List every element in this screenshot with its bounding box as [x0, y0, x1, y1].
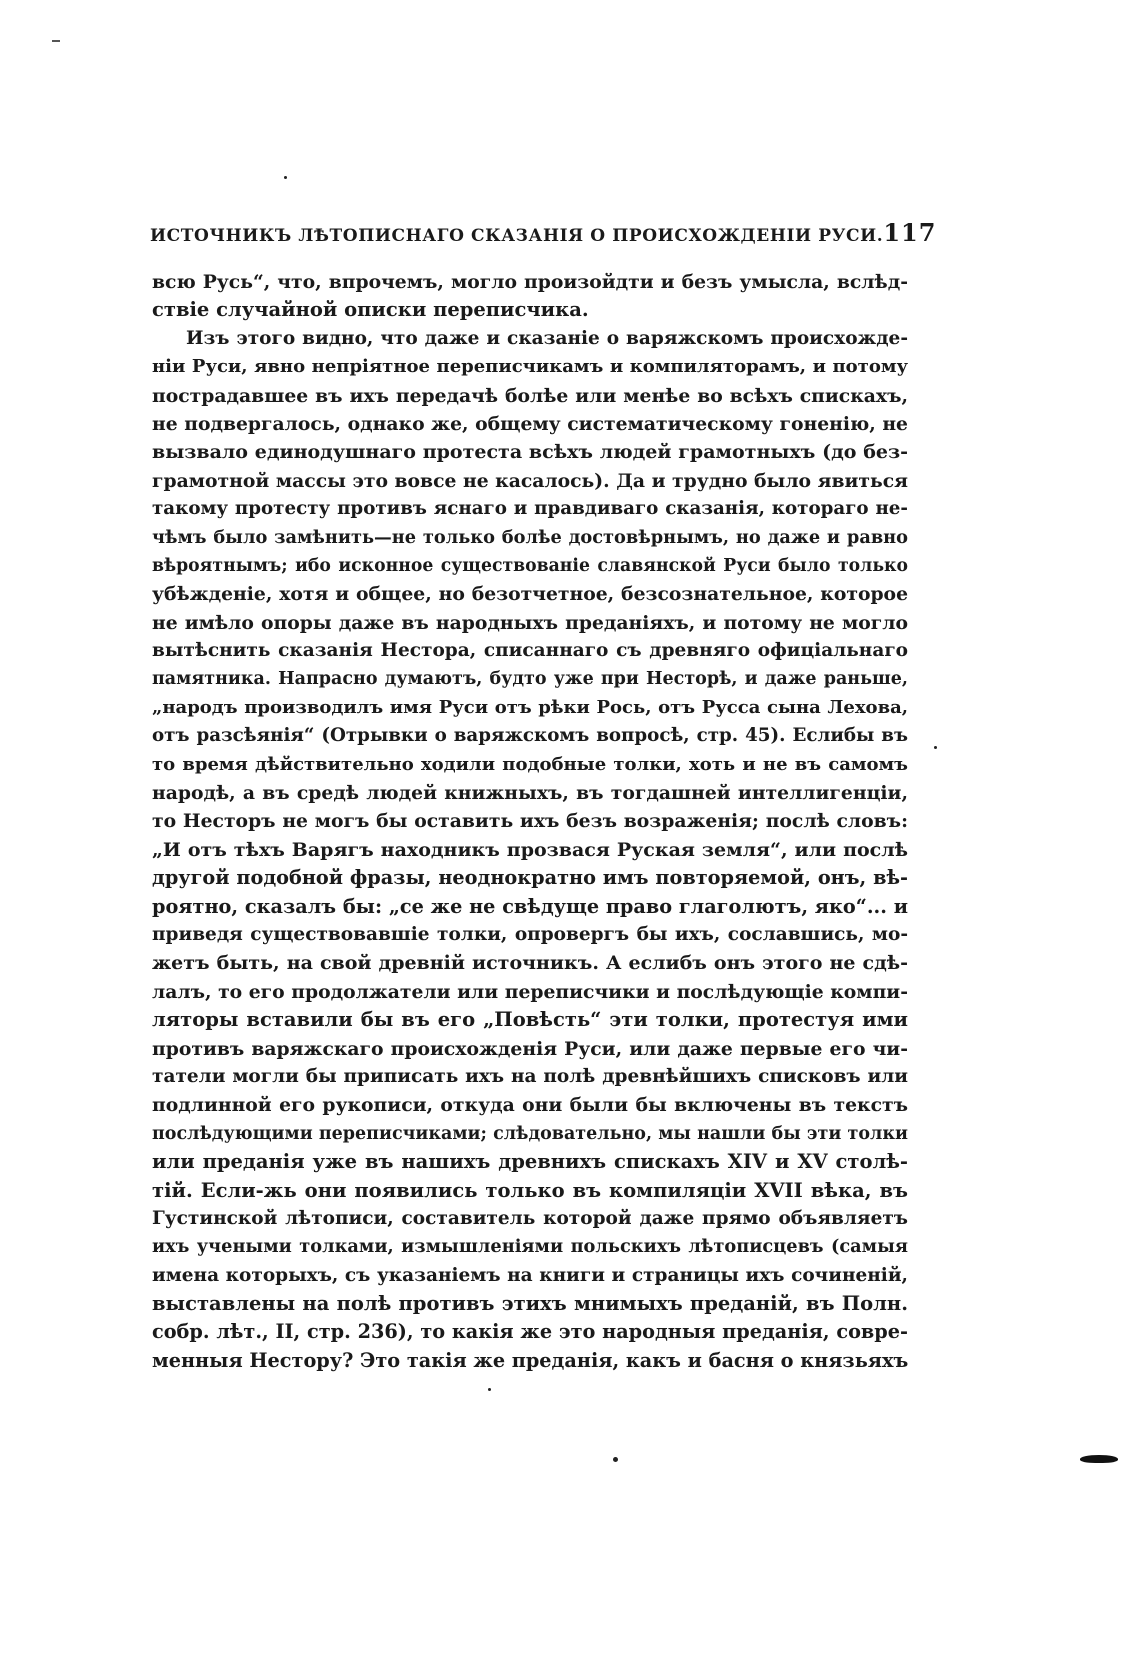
text-line: „И отъ тѣхъ Варягъ находникъ прозвася Руская земля“, или послѣ: [152, 838, 908, 861]
text-line: не подвергалось, однако же, общему систематическому гоненію, не: [152, 412, 908, 435]
scan-edge-mark: [1080, 1455, 1118, 1463]
scan-speck: [284, 176, 287, 179]
text-line: ляторы вставили бы въ его „Повѣсть“ эти толки, протестуя ими: [152, 1008, 908, 1032]
text-line: собр. лѣт., II, стр. 236), то какія же это народныя преданія, совре-: [152, 1320, 908, 1344]
text-line: вытѣснить сказанія Нестора, списаннаго съ древняго офиціальнаго: [152, 640, 908, 662]
text-line: чѣмъ было замѣнить—не только болѣе достовѣрнымъ, но даже и равно: [152, 526, 908, 548]
text-line: лалъ, то его продолжатели или переписчики и послѣдующіе компи-: [152, 980, 908, 1003]
text-line: народѣ, а въ средѣ людей книжныхъ, въ тогдашней интеллигенціи,: [152, 782, 908, 805]
text-line: ніи Руси, явно непріятное переписчикамъ и компиляторамъ, и потому: [152, 356, 908, 378]
text-line: такому протесту противъ яснаго и правдиваго сказанія, котораго не-: [152, 498, 908, 520]
scan-mark: [52, 40, 60, 42]
text-line: грамотной массы это вовсе не касалось). Да и трудно было явиться: [152, 469, 908, 492]
text-line: вызвало единодушнаго протеста всѣхъ людей грамотныхъ (до без-: [152, 441, 908, 464]
paragraph-first-line: Изъ этого видно, что даже и сказаніе о варяжскомъ происхожде-: [186, 327, 908, 349]
text-line: ствіе случайной описки переписчика.: [152, 298, 589, 322]
text-line: роятно, сказалъ бы: „се же не свѣдуще право глаголютъ, яко“... и: [152, 894, 908, 918]
text-line: не имѣло опоры даже въ народныхъ преданіяхъ, и потому не могло: [152, 611, 908, 634]
text-line: менныя Нестору? Это такія же преданія, какъ и басня о князьяхъ: [152, 1348, 909, 1372]
text-line: убѣжденіе, хотя и общее, но безотчетное, безсознательное, которое: [152, 583, 908, 606]
scan-speck: [934, 746, 937, 749]
text-line: жетъ быть, на свой древній источникъ. А еслибъ онъ этого не сдѣ-: [152, 952, 908, 975]
text-line: то время дѣйствительно ходили подобные толки, хоть и не въ самомъ: [152, 753, 908, 775]
text-line: вѣроятнымъ; ибо исконное существованіе славянской Руси было только: [152, 555, 908, 576]
page-header: [150, 218, 937, 248]
text-line: отъ разсѣянія“ (Отрывки о варяжскомъ вопросѣ, стр. 45). Еслибы въ: [152, 725, 908, 747]
text-line: приведя существовавшіе толки, опровергъ бы ихъ, сославшись, мо-: [152, 923, 908, 945]
text-line: имена которыхъ, съ указаніемъ на книги и страницы ихъ сочиненій,: [152, 1264, 908, 1286]
text-line: „народъ производилъ имя Руси отъ рѣки Рось, отъ Русса сына Лехова,: [152, 696, 908, 718]
scan-speck: [488, 1388, 491, 1391]
text-line: противъ варяжскаго происхожденія Руси, или даже первые его чи-: [152, 1037, 908, 1060]
text-line: выставлены на полѣ противъ этихъ мнимыхъ преданій, въ Полн.: [152, 1292, 908, 1316]
body-text: [152, 268, 908, 1375]
text-line: ихъ учеными толками, измышленіями польскихъ лѣтописцевъ (самыя: [152, 1236, 908, 1258]
running-head: ИСТОЧНИКЪ ЛѢТОПИСНАГО СКАЗАНІЯ О ПРОИСХОЖДЕНІИ РУСИ.: [150, 226, 884, 246]
page-number: 117: [883, 218, 937, 247]
text-line: татели могли бы приписать ихъ на полѣ древнѣйшихъ списковъ или: [152, 1065, 908, 1087]
text-line: памятника. Напрасно думаютъ, будто уже при Несторѣ, и даже раньше,: [152, 669, 908, 690]
text-line: другой подобной фразы, неоднократно имъ повторяемой, онъ, вѣ-: [152, 866, 908, 890]
text-line: тій. Если-жь они появились только въ компиляціи XVII вѣка, въ: [152, 1178, 908, 1202]
text-line: всю Русь“, что, впрочемъ, могло произойдти и безъ умысла, вслѣд-: [152, 271, 908, 293]
text-line: то Несторъ не могъ бы оставить ихъ безъ возраженія; послѣ словъ:: [152, 810, 908, 833]
text-line: или преданія уже въ нашихъ древнихъ спискахъ XIV и XV столѣ-: [152, 1150, 908, 1174]
text-line: послѣдующими переписчиками; слѣдовательно, мы нашли бы эти толки: [152, 1123, 908, 1144]
text-line: пострадавшее въ ихъ передачѣ болѣе или менѣе во всѣхъ спискахъ,: [152, 384, 908, 407]
scan-speck: [613, 1457, 618, 1462]
text-line: подлинной его рукописи, откуда они были бы включены въ текстъ: [152, 1094, 908, 1117]
text-line: Густинской лѣтописи, составитель которой даже прямо объявляетъ: [152, 1207, 908, 1229]
